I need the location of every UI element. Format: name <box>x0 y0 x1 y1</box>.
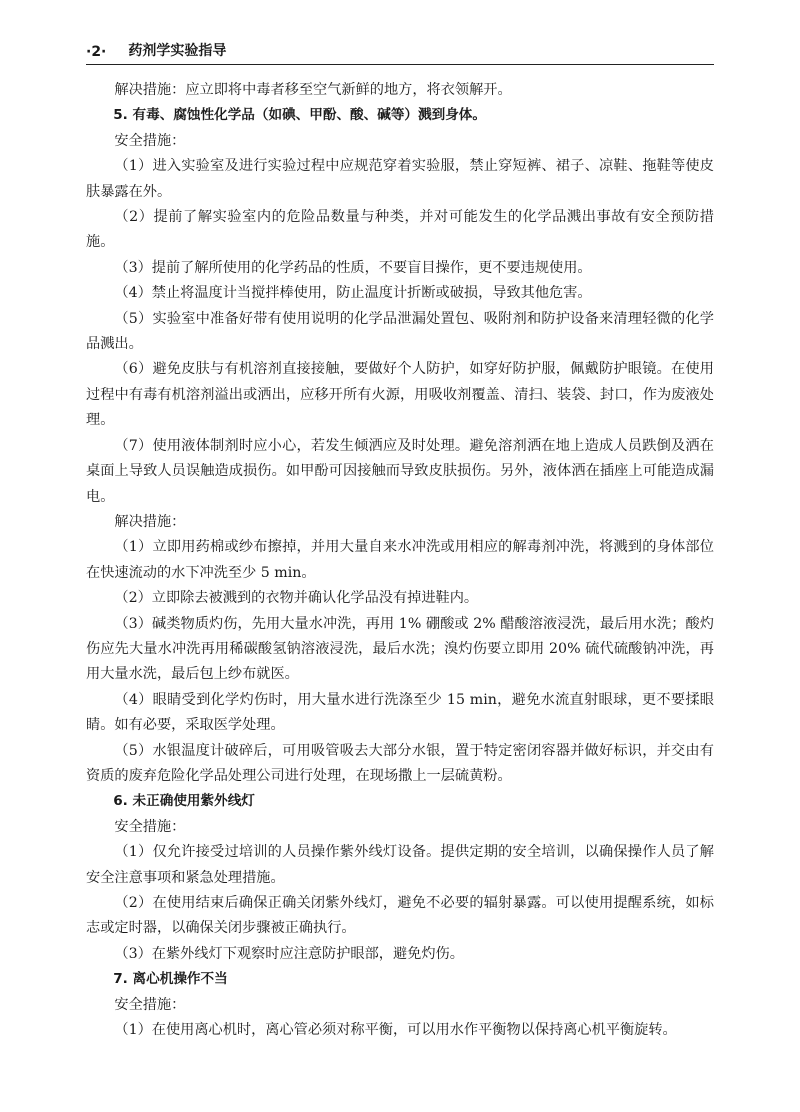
section-heading: 5. 有毒、腐蚀性化学品（如碘、甲酚、酸、碱等）溅到身体。 <box>113 107 486 124</box>
paragraph: （1）进入实验室及进行实验过程中应规范穿着实验服，禁止穿短裤、裙子、凉鞋、拖鞋等使皮肤暴露在外。 <box>86 158 714 200</box>
paragraph: （4）眼睛受到化学灼伤时，用大量水进行洗涤至少 15 min，避免水流直射眼球，更不要揉眼睛。如有必要，采取医学处理。 <box>86 691 714 734</box>
paragraph: 安全措施： <box>114 996 186 1013</box>
paragraph: （6）避免皮肤与有机溶剂直接接触，要做好个人防护，如穿好防护服，佩戴防护眼镜。在使用过程中有毒有机溶剂溢出或洒出，应移开所有火源，用吸收剂覆盖、清扫、装袋、封口，作为废液处理。 <box>86 361 714 429</box>
page-header <box>86 38 714 65</box>
paragraph: （2）在使用结束后确保正确关闭紫外线灯，避免不必要的辐射暴露。可以使用提醒系统，如标志或定时器，以确保关闭步骤被正确执行。 <box>86 895 714 937</box>
paragraph: 安全措施： <box>114 132 186 149</box>
section-heading: 7. 离心机操作不当 <box>113 971 228 988</box>
page-body <box>86 78 714 1043</box>
paragraph: （7）使用液体制剂时应小心，若发生倾洒应及时处理。避免溶剂洒在地上造成人员跌倒及洒在桌面上导致人员误触造成损伤。如甲酚可因接触而导致皮肤损伤。另外，液体洒在插座上可能造成漏电。 <box>86 437 714 505</box>
paragraph: （3）碱类物质灼伤，先用大量水冲洗，再用 1% 硼酸或 2% 醋酸溶液浸洗，最后用水洗；酸灼伤应先大量水冲洗再用稀碳酸氢钠溶液浸洗，最后水洗；溴灼伤要立即用 20% 硫代硫酸钠冲洗，再用大量水洗，最后包上纱布就医。 <box>86 615 714 683</box>
paragraph: （2）立即除去被溅到的衣物并确认化学品没有掉进鞋内。 <box>114 590 479 607</box>
paragraph: （4）禁止将温度计当搅拌棒使用，防止温度计折断或破损，导致其他危害。 <box>114 285 592 302</box>
section-heading: 6. 未正确使用紫外线灯 <box>113 793 255 810</box>
paragraph: （5）实验室中准备好带有使用说明的化学品泄漏处置包、吸附剂和防护设备来清理轻微的化学品溅出。 <box>86 310 714 353</box>
paragraph: 解决措施： <box>114 513 186 530</box>
paragraph: 安全措施： <box>114 818 186 835</box>
paragraph: （5）水银温度计破碎后，可用吸管吸去大部分水银，置于特定密闭容器并做好标识，并交由有资质的废弃危险化学品处理公司进行处理，在现场撒上一层硫黄粉。 <box>86 742 714 784</box>
paragraph: （3）提前了解所使用的化学药品的性质，不要盲目操作，更不要违规使用。 <box>114 259 592 276</box>
paragraph: （1）仅允许接受过培训的人员操作紫外线灯设备。提供定期的安全培训，以确保操作人员了解安全注意事项和紧急处理措施。 <box>86 844 714 886</box>
page-number: ·2· <box>86 44 107 60</box>
paragraph: （1）立即用药棉或纱布擦掉，并用大量自来水冲洗或用相应的解毒剂冲洗，将溅到的身体部位在快速流动的水下冲洗至少 5 min。 <box>86 539 714 581</box>
paragraph: （3）在紫外线灯下观察时应注意防护眼部，避免灼伤。 <box>114 945 464 962</box>
paragraph: 解决措施：应立即将中毒者移至空气新鲜的地方，将衣领解开。 <box>114 82 512 98</box>
book-title: 药剂学实验指导 <box>128 43 227 59</box>
paragraph: （2）提前了解实验室内的危险品数量与种类，并对可能发生的化学品溅出事故有安全预防措施。 <box>86 209 714 251</box>
paragraph: （1）在使用离心机时，离心管必须对称平衡，可以用水作平衡物以保持离心机平衡旋转。 <box>114 1022 677 1039</box>
